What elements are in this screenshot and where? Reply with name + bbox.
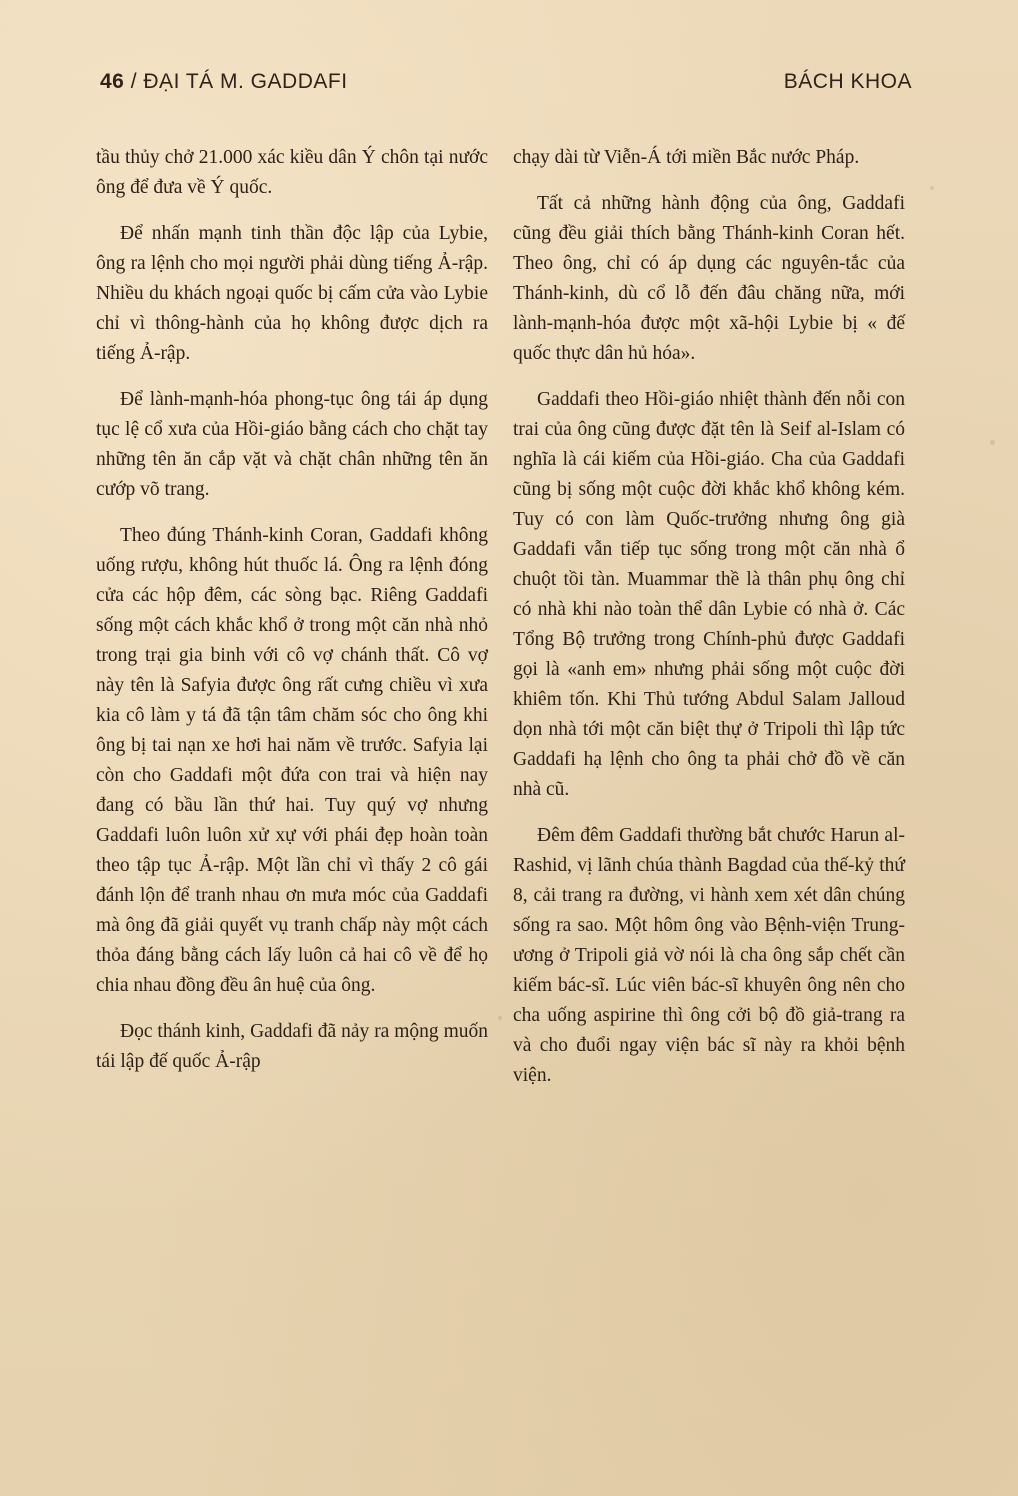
- paragraph: chạy dài từ Viễn-Á tới miền Bắc nước Pháp.: [513, 147, 860, 168]
- paragraph: Để lành-mạnh-hóa phong-tục ông tái áp dụng tục lệ cổ xưa của Hồi-giáo bằng cách cho chặt tay những tên ăn cắp vặt và chặt chân những tên ăn cướp võ trang.: [96, 389, 488, 500]
- publication-name: BÁCH KHOA: [783, 70, 912, 93]
- page-number: 46: [100, 70, 125, 93]
- paragraph: Gaddafi theo Hồi-giáo nhiệt thành đến nỗi con trai của ông cũng được đặt tên là Seif al-Islam có nghĩa là cái kiếm của Hồi-giáo. Cha của Gaddafi cũng bị sống một cuộc đời khắc khổ không kém. Tuy có con làm Quốc-trưởng nhưng ông già Gaddafi vẫn tiếp tục sống trong một căn nhà ổ chuột tồi tàn. Muammar thề là thân phụ ông chỉ có nhà khi nào toàn thể dân Lybie có nhà ở. Các Tổng Bộ trưởng trong Chính-phủ được Gaddafi gọi là «anh em» nhưng phải sống một cuộc đời khiêm tốn. Khi Thủ tướng Abdul Salam Jalloud dọn nhà tới một căn biệt thự ở Tripoli thì lập tức Gaddafi hạ lệnh cho ông ta phải chở đồ về căn nhà cũ.: [513, 389, 905, 800]
- header-left: [100, 70, 348, 94]
- right-column: [513, 143, 905, 1107]
- left-column: [96, 143, 488, 1093]
- paragraph: Để nhấn mạnh tinh thần độc lập của Lybie, ông ra lệnh cho mọi người phải dùng tiếng Ả-rập. Nhiều du khách ngoại quốc bị cấm cửa vào Lybie chỉ vì thông-hành của họ không được dịch ra tiếng Ả-rập.: [96, 223, 488, 364]
- paragraph: tầu thủy chở 21.000 xác kiều dân Ý chôn tại nước ông để đưa về Ý quốc.: [96, 147, 488, 198]
- paragraph: Theo đúng Thánh-kinh Coran, Gaddafi không uống rượu, không hút thuốc lá. Ông ra lệnh đóng cửa các hộp đêm, các sòng bạc. Riêng Gaddafi sống một cách khắc khổ ở trong một căn nhà nhỏ trong trại gia binh với cô vợ chánh thất. Cô vợ này tên là Safyia được ông rất cưng chiều vì xưa kia cô làm y tá đã tận tâm chăm sóc cho ông khi ông bị tai nạn xe hơi hai năm về trước. Safyia lại còn cho Gaddafi một đứa con trai và hiện nay đang có bầu lần thứ hai. Tuy quý vợ nhưng Gaddafi luôn luôn xử xự với phái đẹp hoàn toàn theo tập tục Ả-rập. Một lần chỉ vì thấy 2 cô gái đánh lộn để tranh nhau ơn mưa móc của Gaddafi mà ông đã giải quyết vụ tranh chấp này một cách thỏa đáng bằng cách lấy luôn cả hai cô về để họ chia nhau đồng đều ân huệ của ông.: [96, 525, 488, 996]
- running-header: [100, 70, 912, 102]
- paragraph: Đọc thánh kinh, Gaddafi đã nảy ra mộng muốn tái lập đế quốc Ả-rập: [96, 1021, 488, 1072]
- header-separator: /: [130, 70, 138, 93]
- paper-speck: [498, 1016, 502, 1020]
- paragraph: Tất cả những hành động của ông, Gaddafi cũng đều giải thích bằng Thánh-kinh Coran hết. Theo ông, chỉ có áp dụng các nguyên-tắc của Thánh-kinh, dù cổ lỗ đến đâu chăng nữa, mới lành-mạnh-hóa được một xã-hội Lybie bị « đế quốc thực dân hủ hóa».: [513, 193, 905, 364]
- running-title: ĐẠI TÁ M. GADDAFI: [143, 70, 348, 93]
- paragraph: Đêm đêm Gaddafi thường bắt chước Harun al-Rashid, vị lãnh chúa thành Bagdad của thế-kỷ thứ 8, cải trang ra đường, vi hành xem xét dân chúng sống ra sao. Một hôm ông vào Bệnh-viện Trung-ương ở Tripoli giả vờ nói là cha ông sắp chết cần kiếm bác-sĩ. Lúc viên bác-sĩ khuyên ông nên cho cha uống aspirine thì ông cởi bộ đồ giả-trang ra và cho đuổi ngay viện bác sĩ này ra khỏi bệnh viện.: [513, 825, 905, 1086]
- paper-speck: [990, 440, 995, 445]
- paper-speck: [930, 186, 934, 190]
